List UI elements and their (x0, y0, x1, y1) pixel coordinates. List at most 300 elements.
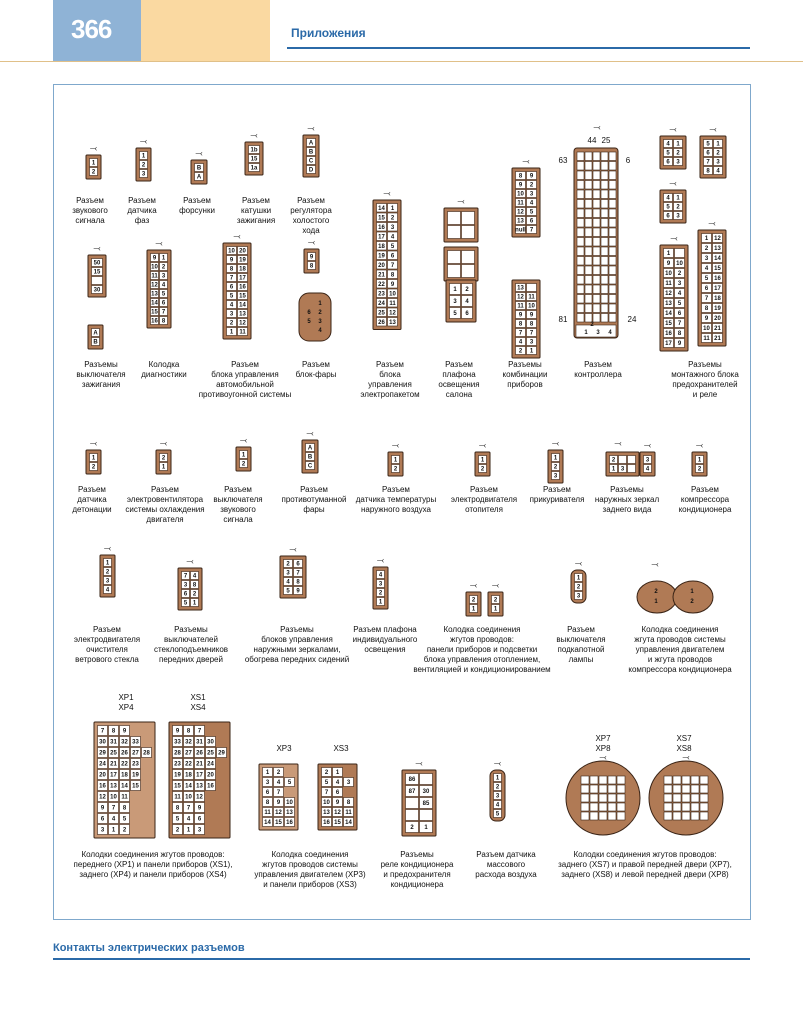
pin-number: 5 (122, 816, 127, 823)
pin-number: 32 (185, 739, 192, 746)
pin-number: 6 (307, 310, 311, 316)
pin-cell (617, 785, 625, 793)
pin-cell (609, 314, 616, 323)
pin-cell (593, 247, 600, 256)
pin-number: 3 (141, 171, 146, 178)
pin-number: 33 (132, 739, 139, 746)
connector (548, 450, 563, 483)
pin-number: 2 (410, 825, 414, 832)
pin-number: 2 (378, 590, 383, 597)
pin-number: 2 (553, 464, 558, 471)
pin-number: 12 (99, 794, 106, 801)
pin-number: 1 (378, 599, 383, 606)
pin-cell (609, 219, 616, 228)
connector (512, 280, 540, 358)
pin-number: 28 (143, 750, 150, 757)
pin-cell (691, 812, 699, 820)
pin-number: 2 (690, 599, 694, 605)
pin-number: 4 (105, 587, 110, 594)
connector-caption: Разъемы комбинации приборов (502, 360, 548, 389)
connector (402, 770, 436, 836)
connector (490, 770, 505, 821)
pin-cell (462, 251, 475, 264)
pin-number: 13 (714, 246, 721, 253)
pin-number: 5 (706, 141, 710, 148)
pin-cell (664, 812, 672, 820)
pin-number: 21 (110, 761, 117, 768)
pin-number: 1 (453, 287, 457, 294)
pin-cell (682, 803, 690, 811)
pin-cell (601, 152, 608, 161)
key-marker-icon: ⤙ (708, 219, 716, 229)
pin-number: 3 (620, 466, 625, 473)
pin-number: 2 (529, 182, 534, 189)
pin-number: 25 (378, 310, 385, 317)
pin-number: 3 (197, 827, 202, 834)
pin-number: 9 (518, 182, 523, 189)
key-marker-icon: ⤙ (376, 556, 385, 566)
pin-number: 9 (152, 255, 157, 262)
connector (692, 452, 707, 476)
key-marker-icon: ⤙ (614, 439, 622, 449)
pin-number: 2 (590, 322, 594, 328)
pin-number: 4 (186, 816, 191, 823)
connector-code: XS4 (190, 703, 206, 712)
pin-cell (577, 162, 584, 171)
pin-number: 19 (378, 253, 385, 260)
pin-number: 8 (192, 582, 197, 589)
pin-number: 13 (286, 810, 293, 817)
pin-number: 4 (335, 780, 340, 787)
connector (373, 567, 388, 609)
pin-number: 11 (665, 281, 672, 288)
pin-cell (608, 794, 616, 802)
pin-number: 1 (229, 329, 234, 336)
key-marker-icon: ⤙ (574, 559, 583, 569)
pin-number: 4 (465, 299, 469, 306)
pin-number: 2 (576, 584, 581, 591)
pin-cell (448, 212, 461, 225)
pin-cell (577, 181, 584, 190)
pin-number: 22 (185, 761, 192, 768)
key-marker-icon: ⤙ (103, 544, 112, 554)
pin-number: 7 (529, 330, 534, 337)
pin-number: 6 (677, 311, 682, 318)
connector-caption: Разъем контроллера (574, 360, 622, 379)
pin-cell (601, 219, 608, 228)
connector-caption: Разъем плафона освещения салона (438, 360, 480, 399)
pin-cell (585, 295, 592, 304)
pin-cell (608, 803, 616, 811)
connector (698, 230, 726, 346)
pin-cell (581, 812, 589, 820)
pin-number: 6 (100, 816, 105, 823)
pin-cell (585, 200, 592, 209)
pin-number: 5 (704, 276, 709, 283)
connector (446, 280, 476, 322)
pin-number: 3 (378, 581, 383, 588)
pin-number: 1 (471, 606, 476, 613)
pin-number: 32 (121, 739, 128, 746)
connector (475, 452, 490, 476)
pin-number: 9 (335, 800, 340, 807)
pin-cell (577, 238, 584, 247)
pin-cell (585, 314, 592, 323)
pin-cell (664, 794, 672, 802)
pin-number: 11 (121, 794, 128, 801)
pin-number: 14 (345, 820, 352, 827)
pin-number: 19 (174, 772, 181, 779)
pin-number: 8 (296, 579, 300, 586)
key-marker-icon: ⤙ (643, 441, 652, 451)
pin-number: 3 (677, 281, 682, 288)
connector (169, 722, 230, 838)
pin-cell (593, 276, 600, 285)
pin-cell (585, 276, 592, 285)
pin-number: 16 (378, 224, 385, 231)
pin-cell (682, 794, 690, 802)
connector (466, 592, 481, 616)
connector (86, 450, 101, 474)
pin-cell (609, 190, 616, 199)
pin-cell (593, 181, 600, 190)
pin-number: 12 (517, 209, 524, 216)
pin-number: 14 (665, 311, 672, 318)
key-marker-icon: ⤙ (155, 239, 163, 249)
pin-cell (462, 265, 475, 278)
pin-number: 15 (250, 156, 258, 163)
pin-number: 3 (676, 213, 680, 220)
key-marker-icon: ⤙ (307, 238, 316, 248)
pin-cell (601, 181, 608, 190)
controller-pin-label: 24 (627, 315, 637, 324)
pin-number: 3 (318, 319, 322, 325)
pin-cell (609, 171, 616, 180)
pin-number: 11 (389, 300, 396, 307)
pin-number: B (308, 149, 314, 156)
pin-number: 15 (714, 266, 721, 273)
pin-cell (599, 794, 607, 802)
pin-cell (577, 266, 584, 275)
key-marker-icon: ⤙ (233, 232, 241, 242)
pin-number: 3 (576, 593, 581, 600)
pin-number: 15 (151, 309, 158, 316)
pin-number: 8 (518, 173, 523, 180)
key-marker-icon: ⤙ (670, 234, 678, 244)
pin-cell (617, 812, 625, 820)
pin-number: 8 (309, 263, 314, 270)
pin-number: A (307, 445, 313, 452)
pin-number: A (308, 140, 314, 147)
pin-number: 31 (196, 739, 203, 746)
pin-cell (601, 266, 608, 275)
key-marker-icon: ⤙ (186, 557, 194, 567)
pin-cell (673, 776, 681, 784)
pin-cell (593, 219, 600, 228)
pin-number: 9 (296, 588, 300, 595)
pin-cell (601, 304, 608, 313)
pin-cell (577, 314, 584, 323)
pin-number: 2 (192, 591, 197, 598)
connector-code: XP4 (118, 703, 134, 712)
key-marker-icon: ⤙ (93, 244, 101, 254)
pin-number: 3 (100, 827, 105, 834)
pin-cell (617, 776, 625, 784)
pin-cell (585, 266, 592, 275)
pin-number: 9 (122, 728, 127, 735)
pin-cell (577, 247, 584, 256)
pin-number: 5 (390, 243, 395, 250)
connector-code: XS7 (676, 734, 692, 743)
pin-number: C (308, 158, 314, 165)
pin-number: 2 (161, 264, 166, 271)
pin-number: 5 (666, 150, 670, 157)
pin-cell (585, 304, 592, 313)
pin-number: 87 (408, 789, 416, 796)
pin-number: 1 (611, 466, 616, 473)
key-marker-icon: ⤙ (478, 441, 487, 451)
pin-cell (628, 465, 636, 473)
pin-number: 4 (192, 573, 197, 580)
pin-number: 8 (518, 321, 523, 328)
pin-cell (590, 794, 598, 802)
pin-cell (585, 247, 592, 256)
pin-number: 12 (196, 794, 203, 801)
connector (223, 243, 251, 339)
pin-cell (577, 152, 584, 161)
pin-number: 3 (229, 311, 234, 318)
pin-number: 2 (122, 827, 127, 834)
pin-number: 10 (676, 261, 683, 268)
pin-number: 6 (183, 591, 188, 598)
pin-number: 12 (275, 810, 282, 817)
connector-caption: Разъем датчика фаз (127, 196, 157, 225)
pin-number: 7 (704, 296, 709, 303)
pin-number: 9 (229, 257, 234, 264)
pin-number: 24 (99, 761, 106, 768)
connector (236, 447, 251, 471)
pin-number: 6 (706, 150, 710, 157)
pin-number: 17 (378, 234, 385, 241)
pin-number: 1 (495, 775, 500, 782)
pin-cell (585, 190, 592, 199)
connector-caption: Разъем электродвигателя очистителя ветрового стекла (73, 625, 141, 664)
key-marker-icon: ⤙ (522, 157, 530, 167)
pin-number: 6 (666, 213, 670, 220)
controller-pin-label: 81 (558, 315, 568, 324)
pin-number: 11 (239, 329, 246, 336)
pin-cell (585, 152, 592, 161)
pin-number: 4 (229, 302, 234, 309)
pin-cell (673, 794, 681, 802)
pin-number: 24 (207, 761, 214, 768)
key-marker-icon: ⤙ (89, 439, 98, 449)
pin-cell (585, 285, 592, 294)
key-marker-icon: ⤙ (383, 189, 391, 199)
pin-cell (609, 276, 616, 285)
pin-number: 1 (186, 827, 191, 834)
pin-number: 15 (275, 820, 282, 827)
key-marker-icon: ⤙ (695, 441, 704, 451)
connector (156, 450, 171, 474)
connector (303, 135, 319, 177)
pin-number: 3 (704, 256, 709, 263)
pin-cell (593, 162, 600, 171)
connector-caption: Разъемы блоков управления наружными зеркалами, обогрева передних сидений (244, 625, 350, 664)
pin-number: 4 (286, 579, 290, 586)
pin-cell (601, 190, 608, 199)
pin-number: 1 (690, 589, 694, 595)
pin-number: 9 (175, 728, 180, 735)
connector-caption: Разъем блока управления электропакетом (360, 360, 420, 399)
key-marker-icon: ⤙ (551, 439, 560, 449)
pin-number: 29 (99, 750, 106, 757)
pin-cell (593, 266, 600, 275)
pin-number: 19 (132, 772, 139, 779)
connector-caption: Колодки соединения жгутов проводов: заднего (XS7) и правой передней двери (XP7), заднего (XS8) и левой передней двери (XP8) (558, 850, 732, 879)
connector-code: XP1 (118, 693, 134, 702)
pin-number: 18 (121, 772, 128, 779)
pin-number: 8 (706, 168, 710, 175)
pin-number: 13 (517, 285, 524, 292)
connector-caption: Разъем выключателя подкапотной лампы (556, 625, 606, 664)
pin-cell (601, 171, 608, 180)
pin-cell (448, 265, 461, 278)
pin-number: 4 (495, 802, 500, 809)
pin-number: 3 (716, 159, 720, 166)
pin-number: 11 (703, 336, 710, 343)
pin-number: B (93, 339, 98, 346)
pin-number: 29 (218, 750, 225, 757)
pin-number: 2 (697, 466, 702, 473)
connector (373, 200, 401, 330)
key-marker-icon: ⤙ (651, 560, 659, 570)
pin-cell (617, 794, 625, 802)
pin-number: 15 (665, 321, 672, 328)
pin-cell (593, 285, 600, 294)
pin-number: 19 (714, 306, 721, 313)
pin-number: 17 (110, 772, 117, 779)
pin-number: 27 (185, 750, 192, 757)
connector (147, 250, 171, 328)
page-number: 366 (71, 14, 112, 44)
key-marker-icon: ⤙ (493, 759, 502, 769)
pin-cell (673, 803, 681, 811)
pin-cell (590, 785, 598, 793)
pin-number: 11 (264, 810, 271, 817)
connector (700, 136, 726, 178)
pin-number: 5 (495, 811, 500, 818)
connector-caption: Разъем датчика температуры наружного воздуха (355, 485, 437, 514)
pin-number: 4 (378, 572, 383, 579)
pin-number: 21 (196, 761, 203, 768)
pin-number: 17 (665, 341, 672, 348)
pin-number: 8 (229, 266, 234, 273)
pin-number: 3 (529, 339, 534, 346)
key-marker-icon: ⤙ (669, 179, 677, 189)
pin-number: 1 (716, 141, 720, 148)
pin-number: 2 (241, 461, 246, 468)
pin-number: 3 (553, 473, 558, 480)
pin-number: 4 (608, 330, 612, 336)
pin-number: 20 (378, 262, 385, 269)
pin-number: 10 (703, 326, 710, 333)
pin-number: 16 (151, 318, 158, 325)
pin-cell (593, 228, 600, 237)
pin-number: 6 (335, 790, 340, 797)
pin-cell (700, 794, 708, 802)
pin-cell (590, 812, 598, 820)
pin-number: 26 (121, 750, 128, 757)
pin-number: 3 (596, 330, 600, 336)
pin-number: 2 (175, 827, 180, 834)
pin-cell (577, 228, 584, 237)
pin-number: 7 (518, 330, 523, 337)
key-marker-icon: ⤙ (415, 759, 423, 769)
pin-number: 25 (110, 750, 117, 757)
controller-pin-label: 6 (625, 156, 631, 165)
pin-number: 6 (390, 253, 395, 260)
pin-cell (448, 251, 461, 264)
pin-number: 3 (346, 780, 351, 787)
key-marker-icon: ⤙ (599, 753, 607, 763)
pin-number: 2 (716, 150, 720, 157)
pin-number: 8 (529, 321, 534, 328)
pin-cell (609, 200, 616, 209)
pin-number: 7 (296, 570, 300, 577)
key-marker-icon: ⤙ (89, 144, 98, 154)
pin-cell (585, 257, 592, 266)
connector-caption: Разъем электродвигателя отопителя (450, 485, 518, 514)
key-marker-icon: ⤙ (469, 581, 478, 591)
pin-cell (609, 257, 616, 266)
connector-code: XS1 (190, 693, 206, 702)
pin-number: 6 (197, 816, 202, 823)
pin-number: 14 (121, 783, 128, 790)
pin-number: 7 (186, 805, 191, 812)
pin-cell (577, 285, 584, 294)
pin-cell (601, 209, 608, 218)
pin-number: 1 (666, 251, 671, 258)
pin-cell (593, 171, 600, 180)
connector (245, 142, 263, 175)
key-marker-icon: ⤙ (682, 753, 690, 763)
pin-number: 14 (239, 302, 246, 309)
pin-cell (601, 238, 608, 247)
connector-caption: Разъем компрессора кондиционера (678, 485, 732, 514)
pin-cell (609, 228, 616, 237)
pin-cell (609, 266, 616, 275)
pin-number: 18 (239, 266, 246, 273)
pin-cell (664, 785, 672, 793)
pin-number: 4 (390, 234, 395, 241)
pin-number: 3 (495, 793, 500, 800)
pin-number: 8 (265, 800, 270, 807)
pin-cell (609, 285, 616, 294)
pin-number: 11 (528, 294, 535, 301)
pin-cell (577, 190, 584, 199)
pin-number: 4 (161, 282, 166, 289)
pin-number: 1 (393, 457, 398, 464)
connector-caption: Разъем датчика массового расхода воздуха (475, 850, 537, 879)
pin-cell (585, 181, 592, 190)
pin-cell (577, 276, 584, 285)
pin-cell (527, 284, 537, 292)
connector (660, 190, 686, 223)
pin-number: 18 (378, 243, 385, 250)
pin-cell (599, 803, 607, 811)
key-marker-icon: ⤙ (593, 123, 601, 133)
